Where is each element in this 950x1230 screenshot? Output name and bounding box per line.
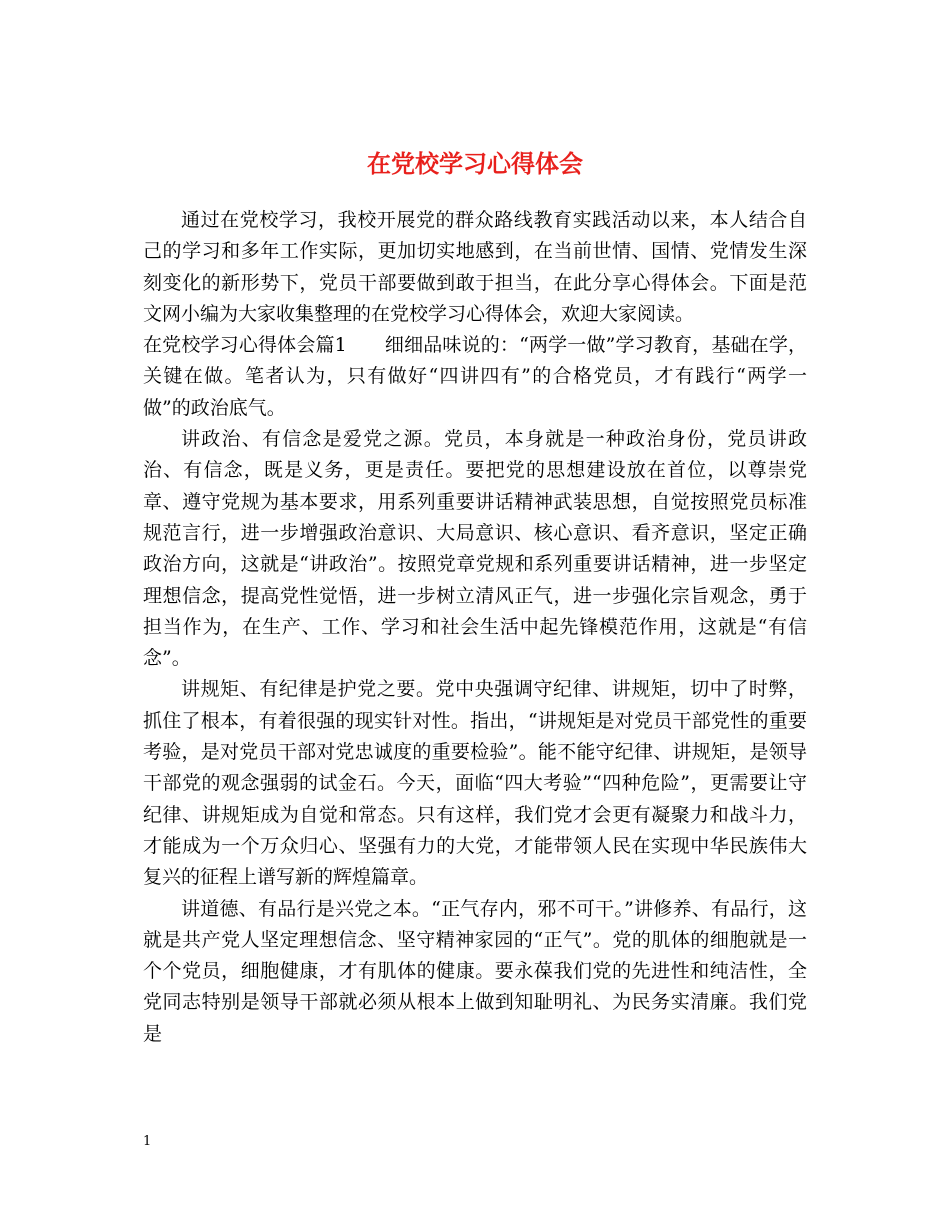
document-title: 在党校学习心得体会 xyxy=(367,149,583,179)
section-heading: 在党校学习心得体会篇1 xyxy=(143,334,347,357)
paragraph-politics: 讲政治、有信念是爱党之源。党员，本身就是一种政治身份，党员讲政治、有信念，既是义务，更是责任。要把党的思想建设放在首位，以尊崇党章、遵守党规为基本要求，用系列重要讲话精神武装思想，自觉按照党员标准规范言行，进一步增强政治意识、大局意识、核心意识、看齐意识，坚定正确政治方向，这就是“讲政治”。按照党章党规和系列重要讲话精神，进一步坚定理想信念，提高党性觉悟，进一步树立清风正气，进一步强化宗旨观念，勇于担当作为，在生产、工作、学习和社会生活中起先锋模范作用，这就是“有信念”。 xyxy=(143,428,807,670)
paragraph-intro: 通过在党校学习，我校开展党的群众路线教育实践活动以来，本人结合自己的学习和多年工作实际，更加切实地感到，在当前世情、国情、党情发生深刻变化的新形势下，党员干部要做到敢于担当，在此分享心得体会。下面是范文网小编为大家收集整理的在党校学习心得体会，欢迎大家阅读。 xyxy=(143,209,807,325)
paragraph-discipline: 讲规矩、有纪律是护党之要。党中央强调守纪律、讲规矩，切中了时弊，抓住了根本，有着很强的现实针对性。指出，“讲规矩是对党员干部党性的重要考验，是对党员干部对党忠诚度的重要检验”。能不能守纪律、讲规矩，是领导干部党的观念强弱的试金石。今天，面临“四大考验”“四种危险”，更需要让守纪律、讲规矩成为自觉和常态。只有这样，我们党才会更有凝聚力和战斗力，才能成为一个万众归心、坚强有力的大党，才能带领人民在实现中华民族伟大复兴的征程上谱写新的辉煌篇章。 xyxy=(143,678,807,889)
section-text: 细细品味说的：“两学一做”学习教育，基础在学，关键在做。笔者认为，只有做好“四讲四有”的合格党员，才有践行“两学一做”的政治底气。 xyxy=(143,334,807,419)
paragraph-morality: 讲道德、有品行是兴党之本。“正气存内，邪不可干。”讲修养、有品行，这就是共产党人坚定理想信念、坚守精神家园的“正气”。党的肌体的细胞就是一个个党员，细胞健康，才有肌体的健康。要永葆我们党的先进性和纯洁性，全党同志特别是领导干部就必须从根本上做到知耻明礼、为民务实清廉。我们党是 xyxy=(143,897,807,1045)
document-body xyxy=(143,205,807,1050)
section-paragraph xyxy=(143,330,807,424)
page-number: 1 xyxy=(143,1134,152,1149)
